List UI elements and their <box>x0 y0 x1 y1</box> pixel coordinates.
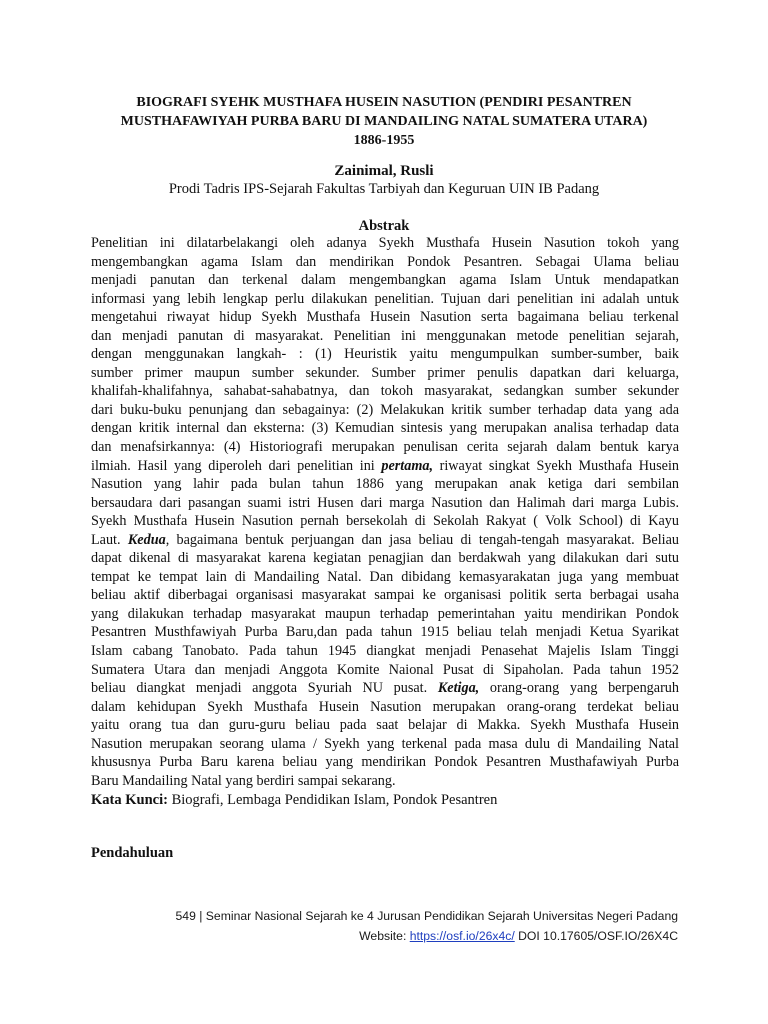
abstract-line <box>91 271 679 290</box>
keywords <box>91 791 497 810</box>
authors: Zainimal, Rusli <box>334 163 434 179</box>
paper-title <box>80 93 688 150</box>
abstract-line <box>91 494 679 513</box>
abstract-line <box>91 586 679 605</box>
abstract-line-text: Nasution yang lahir pada bulan tahun 1886 yang merupakan anak ketiga dari sembilan <box>91 476 679 493</box>
abstract-line <box>91 568 679 587</box>
section-heading-pendahuluan: Pendahuluan <box>91 845 174 861</box>
abstract-line-text: Laut. <box>91 531 128 548</box>
abstract-line <box>91 345 679 364</box>
abstract-line <box>91 623 679 642</box>
footer-website-line <box>359 928 678 944</box>
abstract-line <box>91 753 679 772</box>
abstract-line-text: dan menjadi panutan di masyarakat. Penelitian ini menggunakan metode penelitian sejarah, <box>91 327 679 344</box>
abstract-line-text: tempat ke tempat lain di Mandailing Natal. Dan dibidang kemasyarakatan juga yang membuat <box>91 568 679 585</box>
abstract-line <box>91 438 679 457</box>
abstract-line-text: beliau aktif diberbagai organisasi masyarakat sampai ke organisasi politik serta berbagai usaha <box>91 587 679 604</box>
abstract-line <box>91 716 679 735</box>
abstract-line-text: dalam kehidupan Syekh Musthafa Husein Nasution merupakan orang-orang terdekat beliau <box>91 698 679 715</box>
doi-text: DOI 10.17605/OSF.IO/26X4C <box>514 929 678 943</box>
abstract-line <box>91 364 679 383</box>
abstract-line <box>91 772 679 791</box>
abstract-line-text: dapat dikenal di masyarakat karena kegiatan penagjian dan berdakwah yang dilakukan dari sutu <box>91 550 679 567</box>
abstract-line <box>91 253 679 272</box>
abstract-line <box>91 290 679 309</box>
abstract-line-text: yang dilakukan terhadap masyarakat maupun terhadap pemerintahan yaitu mendirikan Pondok <box>91 605 679 622</box>
abstract-emphasis: Kedua <box>127 531 166 548</box>
abstract-line <box>91 735 679 754</box>
abstract-line-text: ilmiah. Hasil yang diperoleh dari penelitian ini <box>91 457 382 474</box>
abstract-line-text: informasi yang lebih lengkap perlu dilakukan penelitian. Tujuan dari penelitian ini adalah untuk <box>91 290 679 307</box>
title-line-1: BIOGRAFI SYEHK MUSTHAFA HUSEIN NASUTION (PENDIRI PESANTREN <box>136 95 632 110</box>
abstract-line-text: , bagaimana bentuk perjuangan dan jasa beliau di tengah-tengah masyarakat. Beliau <box>165 531 679 548</box>
abstract-line-text: dari buku-buku penunjang dan sebagainya: (2) Melakukan kritik sumber terhadap data yang ada <box>91 401 679 418</box>
abstract-line-text: sumber primer maupun sumber sekunder. Sumber primer penulis dapatkan dari keluarga, <box>91 364 679 381</box>
affiliation: Prodi Tadris IPS-Sejarah Fakultas Tarbiyah dan Keguruan UIN IB Padang <box>168 181 600 197</box>
abstract-line-text: orang-orang yang berpengaruh <box>479 680 679 697</box>
keywords-text: Biografi, Lembaga Pendidikan Islam, Pondok Pesantren <box>167 792 498 808</box>
abstract-line-text: riwayat singkat Syekh Musthafa Husein <box>433 457 679 474</box>
abstract-line-text: menjadi panutan dan terkenal dalam mengembangkan agama Islam Untuk mendapatkan <box>91 272 679 289</box>
abstract-line <box>91 234 679 253</box>
abstract-line <box>91 605 679 624</box>
abstract-line <box>91 531 679 550</box>
abstract-emphasis: Ketiga, <box>437 680 480 697</box>
title-line-2: MUSTHAFAWIYAH PURBA BARU DI MANDAILING NATAL SUMATERA UTARA) <box>120 114 648 129</box>
abstract-line-text: Islam cabang Tanobato. Pada tahun 1945 diangkat menjadi Penasehat Majelis Islam Tinggi <box>91 643 679 660</box>
abstract-emphasis: pertama, <box>381 457 433 474</box>
abstract-line-text: dan menafsirkannya: (4) Historiografi merupakan penulisan cerita sejarah dalam bentuk karya <box>91 439 679 456</box>
abstract-line <box>91 512 679 531</box>
abstract-line-text: yaitu orang tua dan guru-guru beliau pada saat belajar di Makka. Syekh Musthafa Husein <box>91 717 679 734</box>
abstract-heading: Abstrak <box>358 218 410 234</box>
abstract-line <box>91 549 679 568</box>
abstract-line <box>91 698 679 717</box>
abstract-line-text: mengetahui riwayat hidup Syekh Musthafa Husein Nasution serta bagaimana beliau terkenal <box>91 309 679 326</box>
abstract-line-text: khalifah-khalifahnya, sahabat-sahabatnya, dan tokoh masyarakat, sedangkan sumber sekunder <box>91 383 679 400</box>
abstract-body <box>91 234 679 790</box>
abstract-line-text: khususnya Purba Baru karena beliau yang mendirikan Pondok Pesantren Musthafawiyah Purba <box>91 754 679 771</box>
abstract-line-text: Baru Mandailing Natal yang berdiri sampai sekarang. <box>91 772 396 789</box>
abstract-line-text: dengan kritik internal dan eksterna: (3) Kemudian sintesis yang merupakan analisa terhadap data <box>91 420 679 437</box>
abstract-line <box>91 457 679 476</box>
abstract-line-text: Syekh Musthafa Husein Nasution pernah bersekolah di Sekolah Rakyat ( Volk School) di Kayu <box>91 513 679 530</box>
abstract-line <box>91 419 679 438</box>
abstract-line <box>91 327 679 346</box>
abstract-line-text: Nasution merupakan seorang ulama / Syekh yang terkenal pada masa dulu di Mandailing Natal <box>91 735 679 752</box>
abstract-line <box>91 308 679 327</box>
abstract-line <box>91 475 679 494</box>
abstract-line-text: Pesantren Musthfawiyah Purba Baru,dan pada tahun 1915 beliau telah menjadi Ketua Syarikat <box>91 624 679 641</box>
abstract-line-text: mengembangkan agama Islam dan mendirikan Pondok Pesantren. Sebagai Ulama beliau <box>91 253 679 270</box>
abstract-line <box>91 401 679 420</box>
title-line-3: 1886-1955 <box>353 133 415 148</box>
abstract-line-text: beliau diangkat menjadi anggota Syuriah NU pusat. <box>91 680 438 697</box>
website-link[interactable]: https://osf.io/26x4c/ <box>409 929 515 943</box>
footer-seminar-line: 549 | Seminar Nasional Sejarah ke 4 Jurusan Pendidikan Sejarah Universitas Negeri Padang <box>175 909 678 923</box>
abstract-line-text: dengan menggunakan langkah- : (1) Heuristik yaitu mengumpulkan sumber-sumber, baik <box>91 346 679 363</box>
abstract-line <box>91 661 679 680</box>
abstract-line-text: bersaudara dari pasangan suami istri Husen dari marga Nasution dan Halimah dari marga Lubis. <box>91 494 679 511</box>
abstract-line-text: Sumatera Utara dan menjadi Anggota Komite Naional Pusat di Sipaholan. Pada tahun 1952 <box>91 661 679 678</box>
abstract-line <box>91 679 679 698</box>
abstract-line-text: Penelitian ini dilatarbelakangi oleh adanya Syekh Musthafa Husein Nasution tokoh yang <box>91 235 679 251</box>
abstract-line <box>91 382 679 401</box>
abstract-line <box>91 642 679 661</box>
website-label: Website: <box>359 929 410 943</box>
keywords-label: Kata Kunci: <box>91 792 168 808</box>
